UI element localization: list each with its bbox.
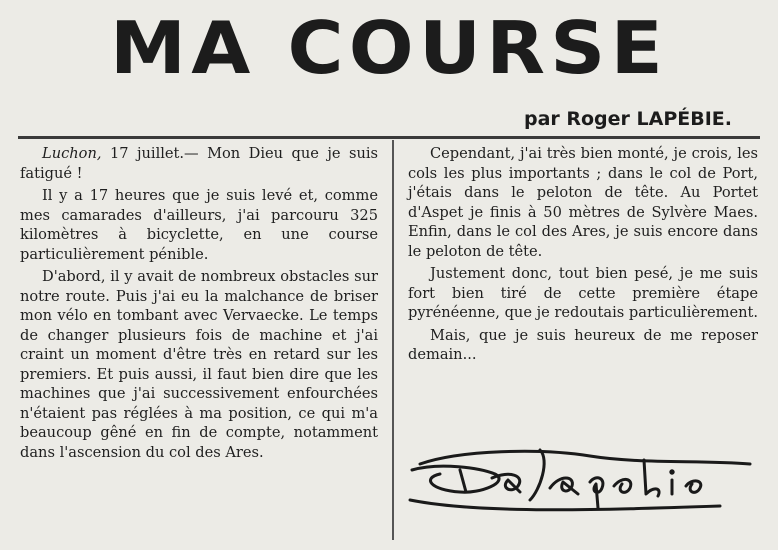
paragraph-1-text: 17 juillet.— Mon Dieu que je suis fatigué ! bbox=[20, 145, 378, 182]
paragraph-2: Il y a 17 heures que je suis levé et, comme mes camarades d'ailleurs, j'ai parcouru 325 kilomètres à bicyclette, en une course particulièrement pénible. bbox=[20, 187, 378, 263]
paragraph-6: Mais, que je suis heureux de me reposer demain... bbox=[408, 326, 758, 363]
paragraph-3: D'abord, il y avait de nombreux obstacles sur notre route. Puis j'ai eu la malchance de briser mon vélo en tombant avec Vervaecke. Le temps de changer plusieurs fois de machine et j'ai craint un moment d'être très en retard sur les premiers. Et puis aussi, il faut bien dire que les machines que j'ai successivement enfourchées n'étaient pas réglées à ma position, ce qui m'a beaucoup gêné en fin de compte, notamment dans l'ascension du col des Ares. bbox=[20, 268, 378, 461]
handwritten-signature bbox=[400, 430, 770, 530]
paragraph-1 bbox=[20, 144, 378, 183]
article-title: MA COURSE bbox=[109, 6, 669, 90]
right-column bbox=[408, 144, 758, 365]
paragraph-5: Justement donc, tout bien pesé, je me suis fort bien tiré de cette première étape pyrénéenne, que je redoutais particulièrement. bbox=[408, 265, 758, 321]
byline: par Roger LAPÉBIE. bbox=[523, 108, 732, 130]
column-separator bbox=[392, 140, 394, 540]
left-column bbox=[20, 144, 378, 462]
paragraph-4: Cependant, j'ai très bien monté, je crois, les cols les plus importants ; dans le col de Port, j'étais dans le peloton de tête. Au Portet d'Aspet je finis à 50 mètres de Sylvère Maes. Enfin, dans le col des Ares, je suis encore dans le peloton de tête. bbox=[408, 145, 758, 260]
dateline: Luchon, bbox=[42, 145, 102, 162]
top-rule bbox=[18, 136, 760, 139]
